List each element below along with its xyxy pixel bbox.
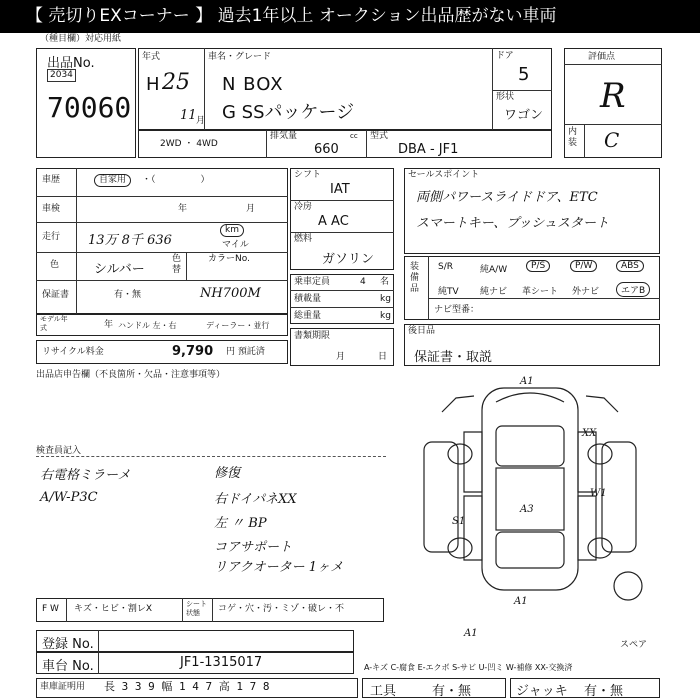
cert-digits: 長 3 3 9 幅 1 4 7 高 1 7 8 (104, 680, 270, 693)
displacement-label: 排気量 (270, 131, 298, 141)
inspection-month-unit: 月 (246, 204, 256, 214)
mileage-unit-mile: マイル (222, 240, 249, 250)
model-grade: G SSパッケージ (222, 102, 355, 123)
recycle-value: 9,790 (172, 344, 214, 359)
equip-leather: 革シート (522, 287, 559, 297)
interior-value: C (604, 128, 620, 152)
shape-value: ワゴン (504, 108, 544, 123)
doors-label: ドア (496, 51, 514, 61)
equip-airbag: エアB (616, 282, 650, 297)
equip-ps: P/S (526, 260, 550, 272)
color-change-label: 色替 (172, 254, 182, 275)
tools-value: 有・無 (432, 684, 472, 699)
load-unit: kg (380, 294, 391, 304)
subheader: （種目欄）対応用紙 (40, 34, 122, 44)
history-label: 車歴 (42, 175, 61, 185)
interior-label: 内装 (568, 127, 578, 148)
diagram-mark-right-door: W1 (590, 488, 607, 499)
mileage-label: 走行 (42, 232, 61, 242)
dealer-options: ディーラー・並行 (206, 321, 270, 330)
lot-number: 70060 (47, 91, 132, 124)
diagram-mark-rear: A1 (514, 596, 528, 607)
fw-text: キズ・ヒビ・割レX (74, 604, 152, 614)
year-value: 25 (162, 70, 190, 95)
model-label: 車名・グレード (208, 52, 272, 62)
warranty-value: 有・無 (114, 290, 142, 300)
type-label: 型式 (370, 131, 389, 141)
equip-abs: ABS (616, 260, 644, 272)
type-value: DBA - JF1 (398, 142, 459, 157)
equip-pw: P/W (570, 260, 597, 272)
inspector-note-5: 左 〃 BP (214, 516, 267, 531)
docs-expiry-label: 書類期限 (294, 331, 331, 341)
shift-label: シフト (294, 170, 322, 180)
inspection-year-unit: 年 (178, 204, 188, 214)
inspector-label: 検査員記入 (36, 446, 82, 456)
equip-alloy: 純A/W (480, 265, 508, 275)
year-month-unit: 月 (196, 116, 206, 126)
fw-marks: コゲ・穴・汚・ミゾ・破レ・不 (218, 604, 345, 614)
docs-expiry-day: 日 (378, 352, 388, 362)
weight-unit: kg (380, 311, 391, 321)
seller-notes-label: 出品店申告欄（不良箇所・欠品・注意事項等） (36, 370, 226, 380)
model-year-label: モデル年式 (40, 315, 68, 332)
doors-value: 5 (518, 64, 530, 85)
later-items-label: 後日品 (408, 326, 436, 336)
capacity-value: 4 (360, 277, 366, 287)
equip-navi: 純ナビ (480, 287, 508, 297)
recycle-unit: 円 預託済 (226, 347, 265, 357)
capacity-unit: 名 (380, 277, 390, 287)
jack-value: 有・無 (584, 684, 624, 699)
equip-tv: 純TV (438, 287, 459, 297)
car-damage-diagram (404, 372, 664, 639)
history-suffix: ・（ ） (142, 175, 210, 185)
diagram-mark-front: A1 (520, 376, 534, 387)
score-value: R (600, 76, 626, 116)
displacement-value: 660 (314, 142, 339, 157)
cert-label: 車庫証明用 (40, 682, 86, 692)
mileage-value: 13万 8千 636 (88, 233, 172, 248)
year-month: 11 (180, 108, 197, 123)
chassis-label: 車台 No. (42, 659, 94, 674)
jack-label: ジャッキ (516, 684, 568, 699)
load-label: 積載量 (294, 294, 322, 304)
color-label: 色 (50, 260, 60, 270)
shape-label: 形状 (496, 92, 515, 102)
docs-expiry-month: 月 (336, 352, 346, 362)
banner: 【 売切りEXコーナー 】 過去1年以上 オークション出品歴がない車両 (0, 0, 700, 33)
later-items-value: 保証書・取説 (414, 350, 493, 365)
history-value: 自家用 (94, 174, 131, 187)
damage-legend: A-キズ C-腐食 E-エクボ S-サビ U-凹ミ W-補修 XX-交換済 (364, 663, 573, 672)
sales-points-line1: 両側パワースライドドア、ETC (416, 190, 598, 205)
inspector-note-6: コアサポート (214, 540, 293, 555)
drive-options: 2WD ・ 4WD (160, 139, 218, 149)
fuel-label: 燃料 (294, 234, 313, 244)
lot-prefix: 2034 (47, 69, 76, 82)
sales-points-label: セールスポイント (408, 170, 480, 180)
equipment-label: 装備品 (410, 262, 420, 294)
diagram-mark-rear-left: A1 (464, 628, 478, 639)
equip-ext-navi: 外ナビ (572, 287, 600, 297)
inspection-label: 車検 (42, 204, 61, 214)
shift-value: IAT (330, 182, 350, 197)
model-name: N BOX (222, 74, 284, 95)
score-label: 評価点 (588, 52, 616, 62)
mileage-unit-km: km (220, 224, 244, 237)
fw-sheet: シート状態 (186, 600, 207, 617)
chassis-value: JF1-1315017 (180, 655, 263, 670)
warranty-label: 保証書 (42, 290, 70, 300)
color-value: シルバー (94, 262, 145, 277)
displacement-unit: cc (350, 132, 358, 140)
inspector-note-7: リアクオーター 1ヶメ (214, 560, 344, 575)
inspector-note-1: 右電格ミラーメ (40, 468, 131, 483)
equip-navi-model: ナビ型番： (434, 305, 480, 315)
year-era: H (146, 74, 160, 95)
registration-label: 登録 No. (42, 637, 94, 652)
sales-points-line2: スマートキー、プッシュスタート (416, 216, 610, 231)
lot-label: 出品No. (47, 56, 95, 71)
diagram-mark-left-door: S1 (452, 516, 466, 527)
tools-label: 工具 (370, 684, 397, 699)
color-code-value: NH700M (200, 286, 261, 301)
model-year-unit: 年 (104, 320, 114, 330)
fw-label: F W (42, 604, 59, 614)
fuel-value: ガソリン (322, 252, 375, 267)
handle-options: ハンドル 左・右 (118, 321, 177, 330)
cooling-value: A AC (318, 214, 349, 229)
lot-box (36, 48, 136, 158)
color-code-label: カラーNo. (208, 254, 250, 264)
capacity-label: 乗車定員 (294, 277, 331, 287)
diagram-mark-right-fender: XX (582, 428, 597, 439)
recycle-label: リサイクル料金 (42, 347, 104, 357)
weight-label: 総重量 (294, 311, 322, 321)
year-label: 年式 (142, 52, 161, 62)
inspector-note-4: 右ドイパネXX (214, 492, 297, 507)
inspector-note-2: A/W-P3C (40, 490, 98, 505)
equip-sr: S/R (438, 262, 453, 272)
inspector-note-3: 修復 (214, 466, 241, 481)
spare-label: スペア (620, 640, 648, 650)
diagram-mark-roof: A3 (520, 504, 534, 515)
cooling-label: 冷房 (294, 202, 313, 212)
